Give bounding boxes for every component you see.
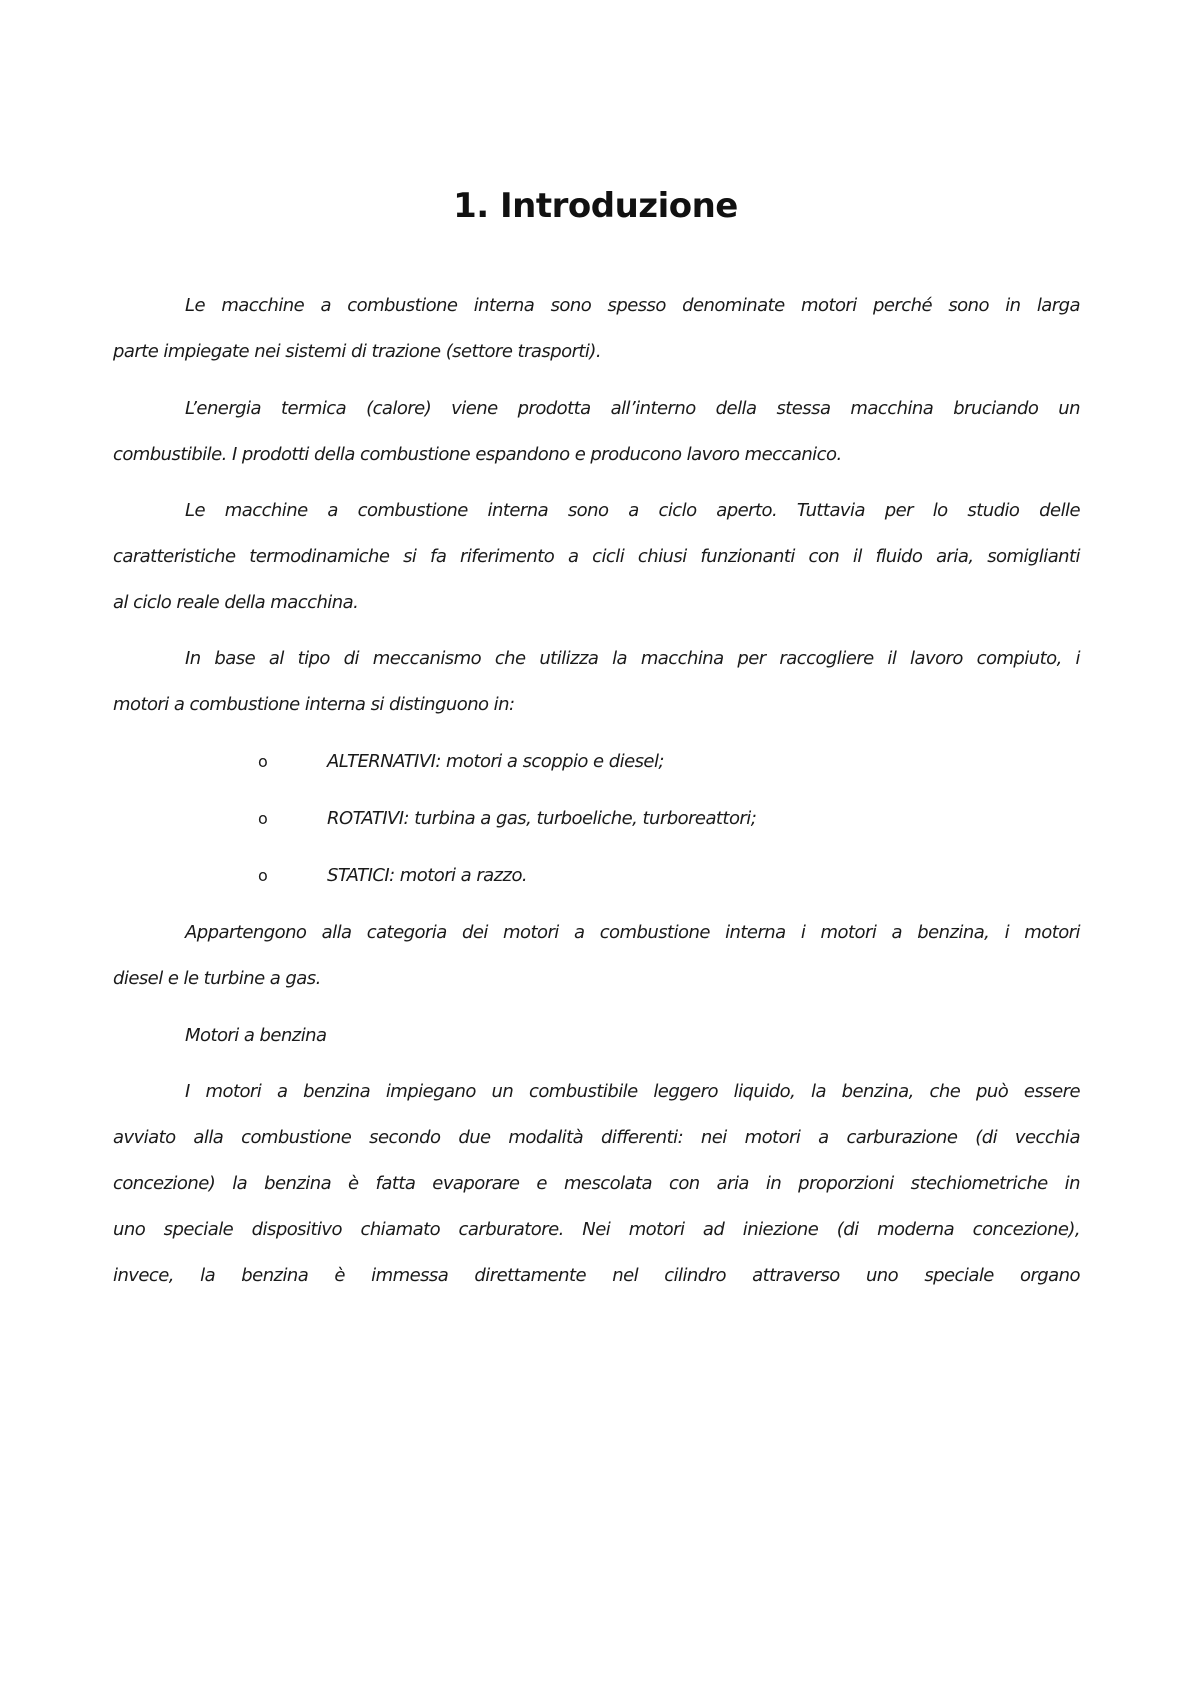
- paragraph-2-line-1: L’energia termica (calore) viene prodotta all’interno della stessa macchina bruciando un: [185, 398, 1080, 419]
- paragraph-1-line-1: Le macchine a combustione interna sono spesso denominate motori perché sono in larga: [185, 295, 1080, 316]
- list-item: STATICI: motori a razzo.: [327, 865, 528, 886]
- list-item: ROTATIVI: turbina a gas, turboeliche, turboreattori;: [327, 808, 757, 829]
- paragraph-6-line-4: uno speciale dispositivo chiamato carburatore. Nei motori ad iniezione (di moderna concezione),: [113, 1219, 1080, 1240]
- paragraph-6-line-3: concezione) la benzina è fatta evaporare e mescolata con aria in proporzioni stechiometriche in: [113, 1173, 1080, 1194]
- page-title: 1. Introduzione: [453, 186, 738, 226]
- paragraph-5-line-2: diesel e le turbine a gas.: [113, 968, 321, 989]
- paragraph-1-line-2: parte impiegate nei sistemi di trazione (settore trasporti).: [113, 341, 602, 362]
- paragraph-4-line-2: motori a combustione interna si distinguono in:: [113, 694, 515, 715]
- paragraph-6-line-5: invece, la benzina è immessa direttamente nel cilindro attraverso uno speciale organo: [113, 1265, 1080, 1286]
- list-item: ALTERNATIVI: motori a scoppio e diesel;: [327, 751, 664, 772]
- paragraph-4-line-1: In base al tipo di meccanismo che utilizza la macchina per raccogliere il lavoro compiuto, i: [185, 648, 1080, 669]
- bullet-circle-icon: o: [258, 752, 268, 771]
- paragraph-6-line-1: I motori a benzina impiegano un combustibile leggero liquido, la benzina, che può essere: [185, 1081, 1080, 1102]
- section-subheading: Motori a benzina: [185, 1025, 327, 1046]
- paragraph-6-line-2: avviato alla combustione secondo due modalità differenti: nei motori a carburazione (di vecchia: [113, 1127, 1080, 1148]
- paragraph-2-line-2: combustibile. I prodotti della combustione espandono e producono lavoro meccanico.: [113, 444, 842, 465]
- paragraph-3-line-1: Le macchine a combustione interna sono a ciclo aperto. Tuttavia per lo studio delle: [185, 500, 1080, 521]
- paragraph-5-line-1: Appartengono alla categoria dei motori a combustione interna i motori a benzina, i motori: [185, 922, 1080, 943]
- paragraph-3-line-3: al ciclo reale della macchina.: [113, 592, 359, 613]
- bullet-circle-icon: o: [258, 809, 268, 828]
- bullet-circle-icon: o: [258, 866, 268, 885]
- paragraph-3-line-2: caratteristiche termodinamiche si fa riferimento a cicli chiusi funzionanti con il fluido aria, somiglianti: [113, 546, 1080, 567]
